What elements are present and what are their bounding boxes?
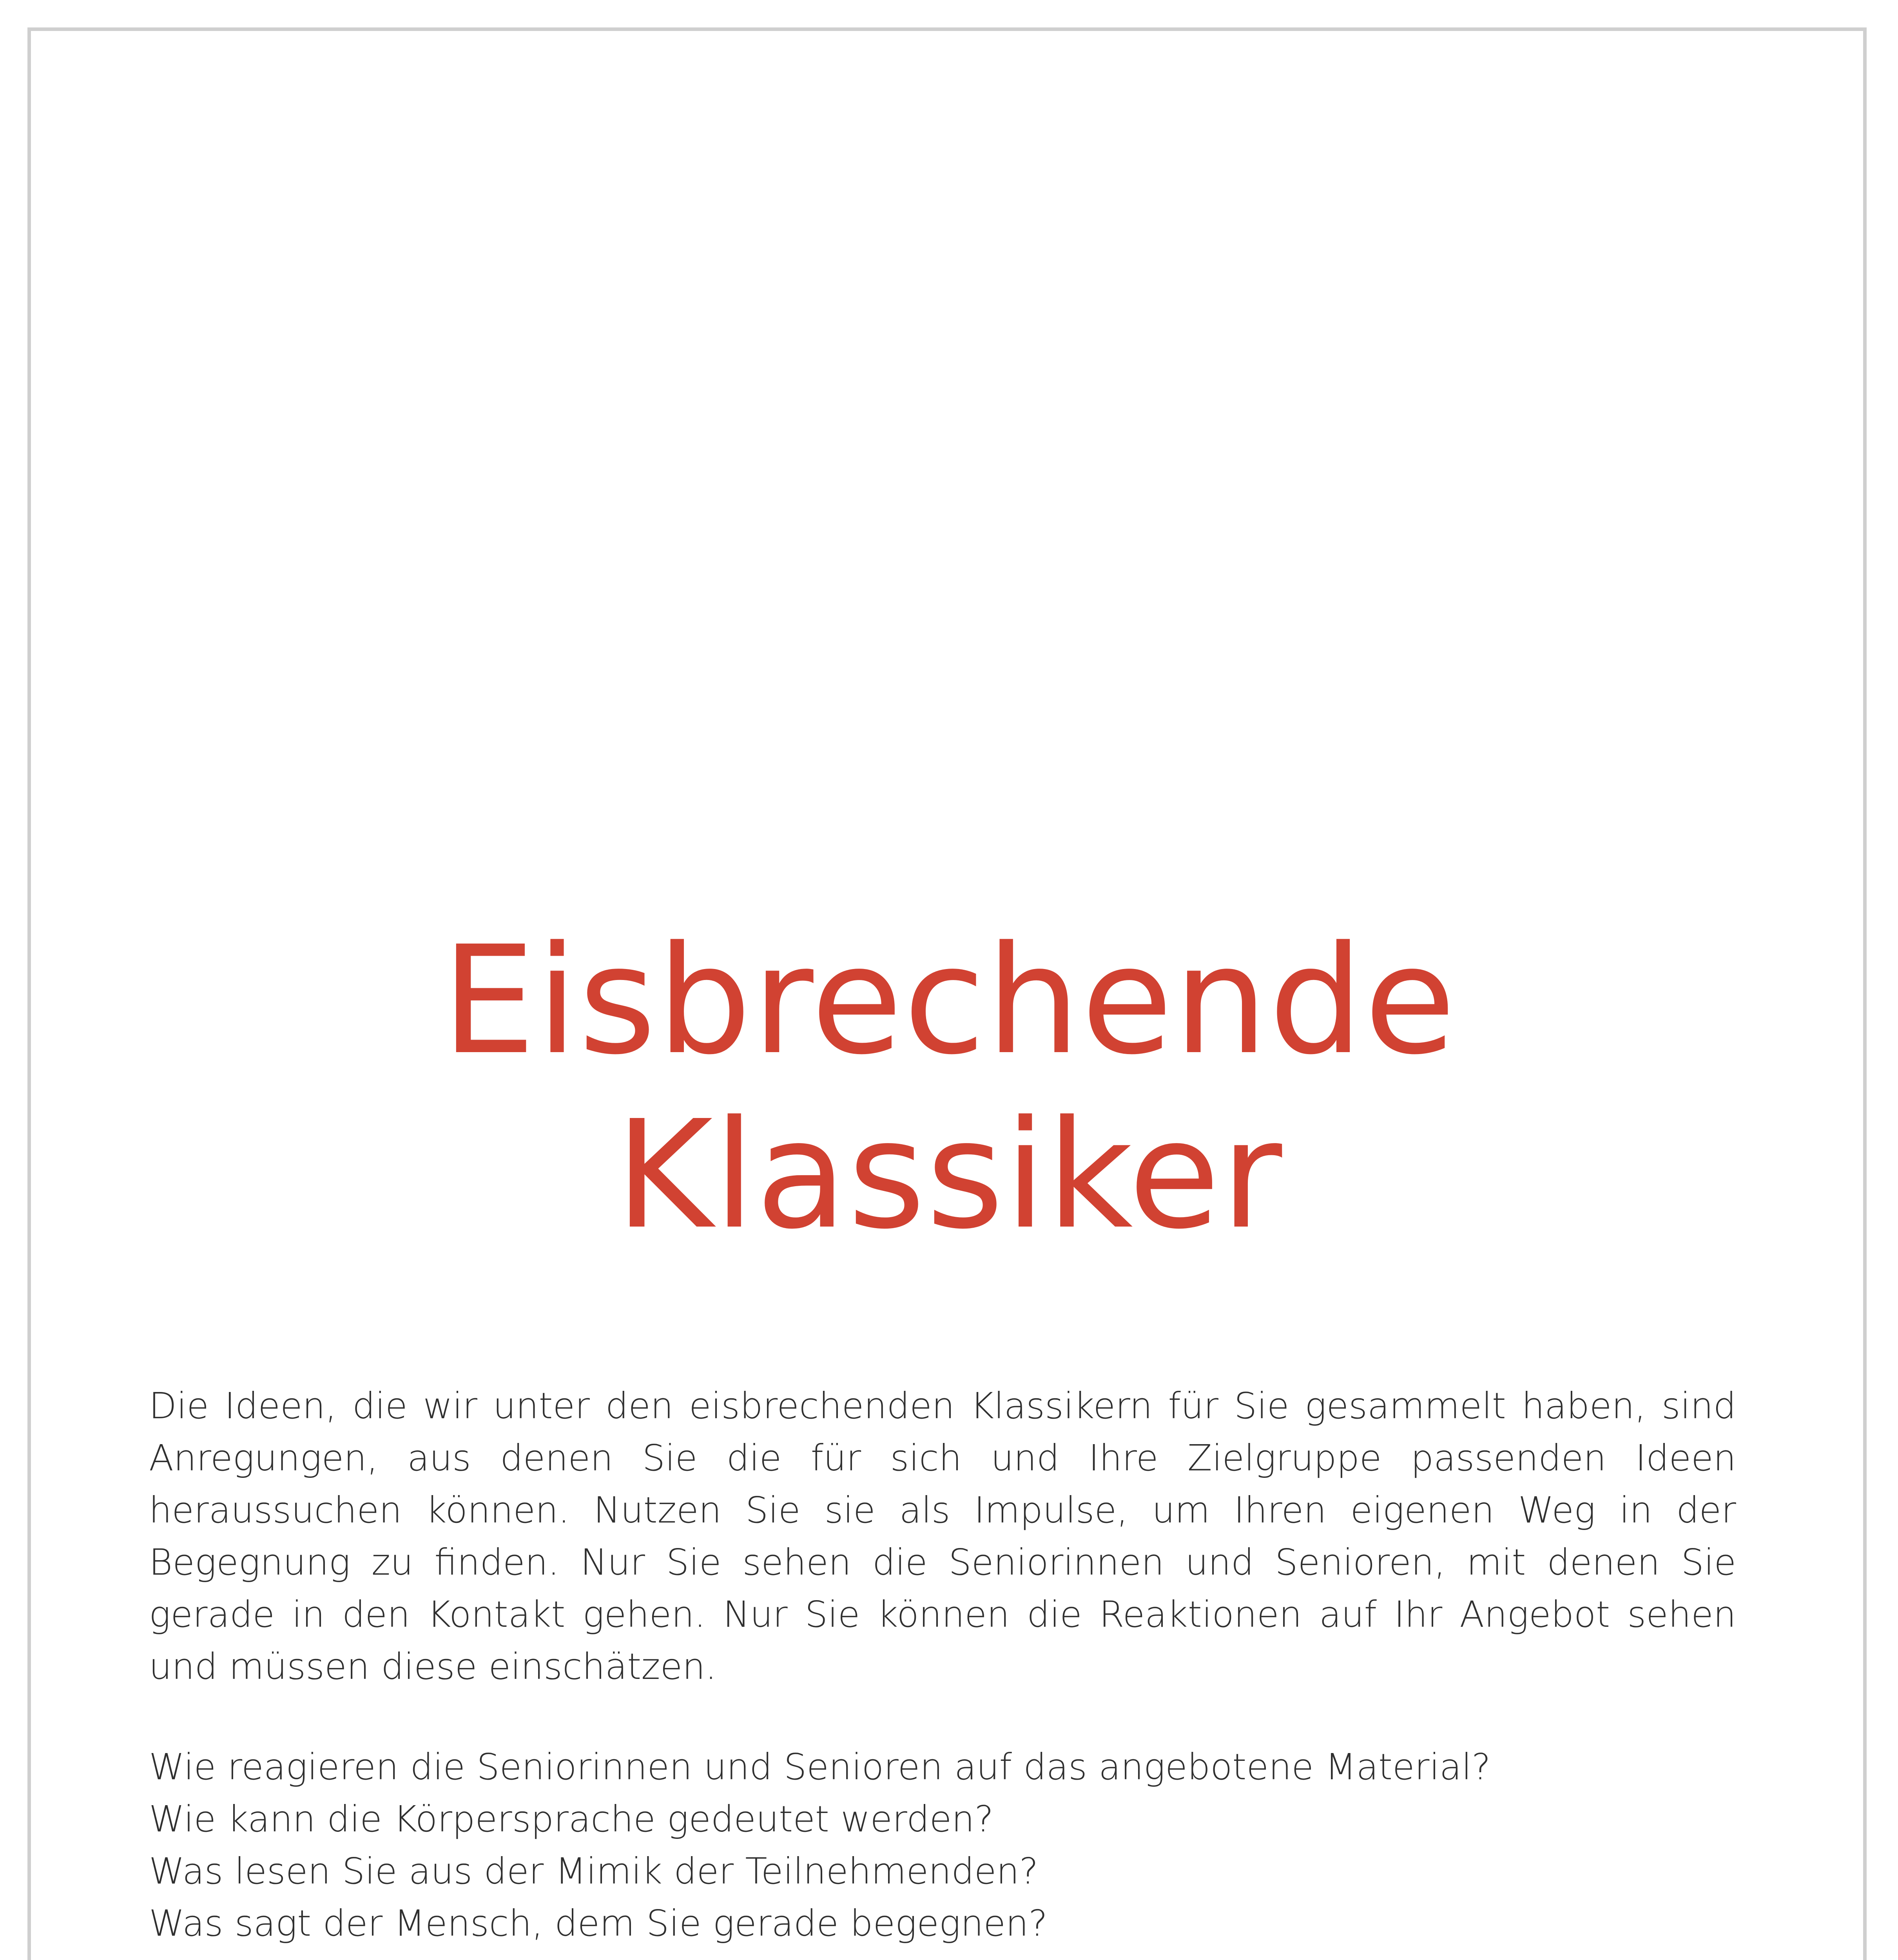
title-line-2: Klassiker [615, 1088, 1283, 1262]
question-list [149, 1741, 1736, 1949]
intro-paragraph: Die Ideen, die wir unter den eisbrechenden Klassikern für Sie gesammelt haben, sind Anregungen, aus denen Sie die für sich und Ihre Zielgruppe passenden Ideen heraussuchen können. Nutzen Sie sie als Impulse, um Ihren eigenen Weg in der Begegnung zu finden. Nur Sie sehen die Seniorinnen und Senioren, mit denen Sie gerade in den Kontakt gehen. Nur Sie können die Reaktionen auf Ihr Angebot sehen und müssen diese einschätzen. [149, 1385, 1736, 1688]
page-title [0, 913, 1898, 1262]
question-item: Wie kann die Körpersprache gedeutet werden? [149, 1798, 994, 1840]
question-item: Wie reagieren die Seniorinnen und Senioren auf das angebotene Material? [149, 1746, 1491, 1788]
body-text [149, 1380, 1736, 1960]
title-line-1: Eisbrechende [441, 914, 1457, 1087]
question-item: Was lesen Sie aus der Mimik der Teilnehmenden? [149, 1850, 1039, 1892]
question-item: Was sagt der Mensch, dem Sie gerade begegnen? [149, 1902, 1048, 1944]
